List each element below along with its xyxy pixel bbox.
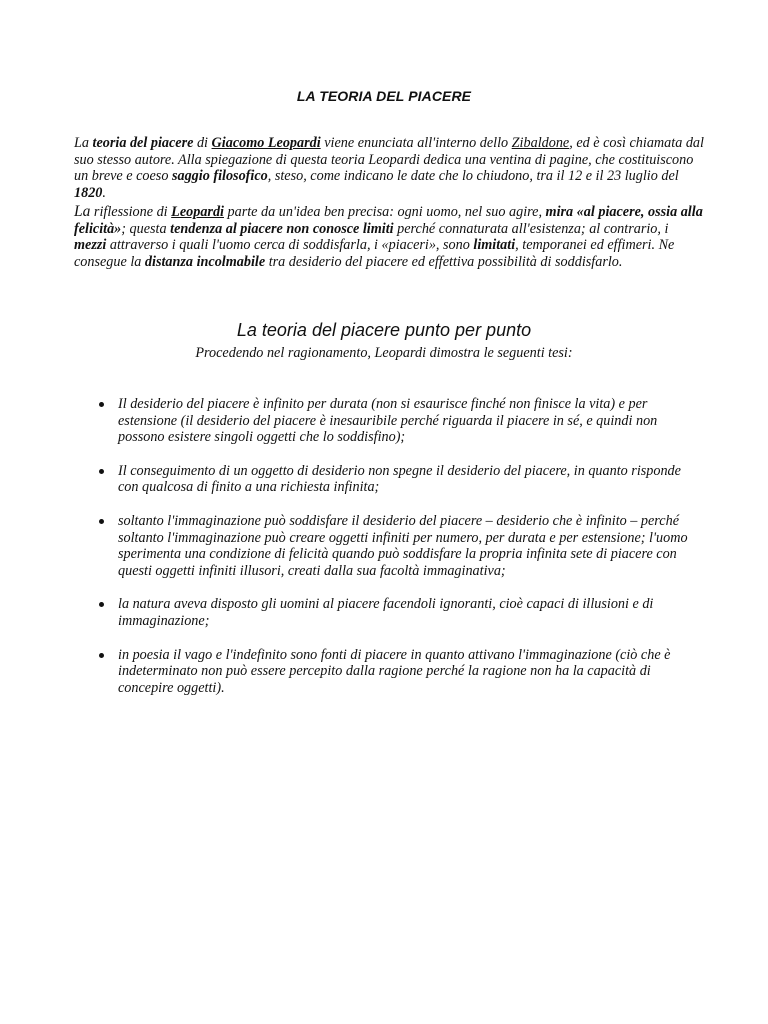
bullet-icon (99, 469, 104, 474)
list-item-text: Il desiderio del piacere è infinito per durata (non si esaurisce finché non finisce la vita) e per estensione (il desiderio del piacere è inesauribile perché riguarda il piacere in sé, e quindi non possono esistere singoli oggetti che lo soddisfino); (118, 396, 658, 446)
link-giacomo-leopardi[interactable]: Giacomo Leopardi (211, 135, 321, 151)
text-run: , ed è così chiamata dal suo stesso autore. Alla spiegazione di questa teoria Leopardi dedica una ventina di pagine, che costituiscono un breve e coeso (74, 135, 704, 185)
link-zibaldone[interactable]: Zibaldone (511, 135, 570, 151)
bold-term: teoria del piacere (92, 135, 194, 151)
list-item (96, 513, 702, 579)
section-heading: La teoria del piacere punto per punto (236, 320, 532, 340)
section-subtitle: Procedendo nel ragionamento, Leopardi dimostra le seguenti tesi: (195, 345, 573, 361)
reflection-paragraph (74, 204, 704, 270)
bold-term: distanza incolmabile (144, 253, 266, 270)
bold-term: mira «al piacere, ossia alla felicità» (74, 204, 703, 237)
page-title: LA TEORIA DEL PIACERE (296, 88, 472, 104)
text-run: La (74, 135, 93, 151)
bullet-icon (99, 653, 104, 658)
list-item-text: soltanto l'immaginazione può soddisfare il desiderio del piacere – desiderio che è infinito – perché soltanto l'immaginazione può creare oggetti infiniti per numero, per durata e per estensione; l'uomo sperimenta una condizione di felicità quando può soddisfare la propria infinita sete di piacere con questi oggetti infiniti illusori, creati dalla sua facoltà immaginativa; (118, 512, 688, 579)
text-run: , temporanei ed effimeri. Ne consegue la (74, 237, 675, 270)
text-run: riflessione di (90, 204, 172, 220)
text-run: tra desiderio del piacere ed effettiva possibilità di soddisfarlo. (265, 253, 623, 270)
list-item-text: Il conseguimento di un oggetto di desiderio non spegne il desiderio del piacere, in quanto risponde con qualcosa di finito a una richiesta infinita; (118, 462, 681, 496)
text-run: , steso, come indicano le date che lo chiudono, tra il 12 e il 23 luglio del (267, 168, 679, 185)
bullet-icon (99, 602, 104, 607)
list-item (96, 647, 702, 697)
list-item (96, 396, 702, 446)
text-run: viene enunciata all'interno dello (320, 135, 512, 151)
text-run: perché connaturata all'esistenza; al contrario, i (393, 220, 669, 237)
text-run: ; questa (121, 220, 171, 237)
bullet-icon (99, 519, 104, 524)
list-item (96, 463, 702, 496)
text-run: attraverso i quali l'uomo cerca di soddisfarla, i «piaceri», sono (106, 237, 474, 254)
text-run: . (102, 184, 106, 201)
text-run: di (193, 135, 212, 151)
bold-term: tendenza al piacere non conosce limiti (170, 220, 394, 237)
link-leopardi[interactable]: Leopardi (171, 204, 224, 220)
thesis-list (96, 396, 702, 713)
bold-term: mezzi (74, 237, 107, 254)
bold-term: saggio filosofico (171, 168, 268, 185)
text-run: parte da un'idea ben precisa: ogni uomo, nel suo agire, (223, 204, 546, 220)
list-item-text: in poesia il vago e l'indefinito sono fonti di piacere in quanto attivano l'immaginazione (ciò che è indeterminato non può essere percepito dalla ragione perché la ragione non ha la capacità di concepire oggetti). (118, 646, 671, 696)
bold-term: 1820 (74, 184, 103, 201)
text-run: La (74, 203, 91, 220)
bullet-icon (99, 402, 104, 407)
list-item (96, 596, 702, 629)
list-item-text: la natura aveva disposto gli uomini al piacere facendoli ignoranti, cioè capaci di illusioni e di immaginazione; (118, 596, 654, 629)
bold-term: limitati (473, 237, 516, 254)
intro-paragraph (74, 135, 704, 201)
